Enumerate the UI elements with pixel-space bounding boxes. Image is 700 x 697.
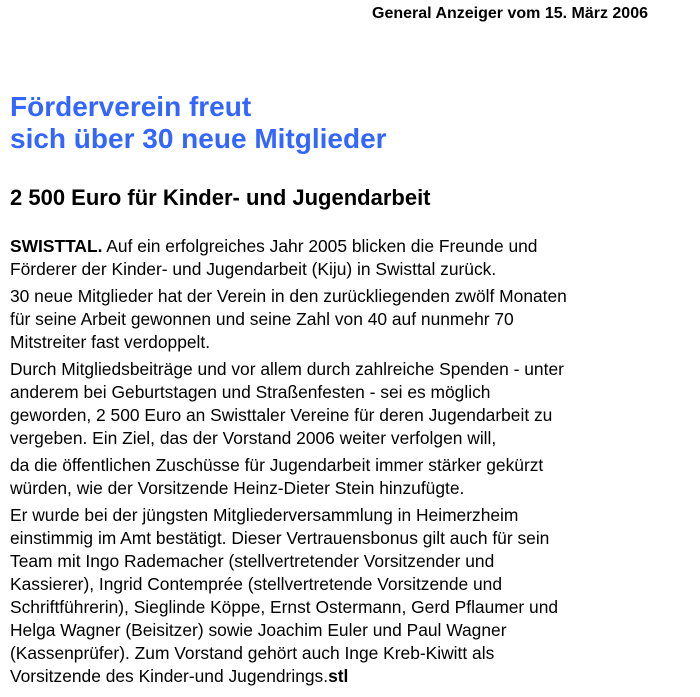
paragraph-line: da die öffentlichen Zuschüsse für Jugendarbeit immer stärker gekürzt — [10, 455, 544, 475]
paragraph-line: SWISTTAL. Auf ein erfolgreiches Jahr 2005 blicken die Freunde und — [10, 236, 538, 256]
dateline: SWISTTAL. — [10, 236, 103, 256]
paragraph-line: (Kassenprüfer). Zum Vorstand gehört auch Inge Kreb-Kiwitt als — [10, 643, 495, 663]
author-signature: stl — [328, 666, 349, 686]
paragraph-line: Mitstreiter fast verdoppelt. — [10, 332, 211, 352]
paragraph-2 — [10, 285, 690, 354]
paragraph-line: Team mit Ingo Rademacher (stellvertretender Vorsitzender und — [10, 551, 495, 571]
newspaper-source-line: General Anzeiger vom 15. März 2006 — [372, 5, 648, 22]
article-body — [10, 235, 690, 692]
paragraph-line: für seine Arbeit gewonnen und seine Zahl von 40 auf nunmehr 70 — [10, 309, 514, 329]
paragraph-line: Schriftführerin), Sieglinde Köppe, Ernst Ostermann, Gerd Pflaumer und — [10, 597, 559, 617]
paragraph-1 — [10, 235, 690, 281]
article-headline — [10, 91, 387, 155]
paragraph-line: würden, wie der Vorsitzende Heinz-Dieter Stein hinzufügte. — [10, 478, 465, 498]
paragraph-line: anderem bei Geburtstagen und Straßenfesten - sei es möglich — [10, 382, 491, 402]
paragraph-line: 30 neue Mitglieder hat der Verein in den zurückliegenden zwölf Monaten — [10, 286, 567, 306]
paragraph-5 — [10, 504, 690, 688]
paragraph-3 — [10, 358, 690, 450]
headline-line-2: sich über 30 neue Mitglieder — [10, 123, 387, 154]
article-subheadline: 2 500 Euro für Kinder- und Jugendarbeit — [10, 185, 431, 210]
paragraph-line: Vorsitzende des Kinder-und Jugendrings.stl — [10, 666, 349, 686]
paragraph-line: Durch Mitgliedsbeiträge und vor allem durch zahlreiche Spenden - unter — [10, 359, 564, 379]
paragraph-4 — [10, 454, 690, 500]
paragraph-line: Förderer der Kinder- und Jugendarbeit (Kiju) in Swisttal zurück. — [10, 259, 497, 279]
paragraph-line: einstimmig im Amt bestätigt. Dieser Vertrauensbonus gilt auch für sein — [10, 528, 550, 548]
headline-line-1: Förderverein freut — [10, 91, 252, 122]
paragraph-line: Helga Wagner (Beisitzer) sowie Joachim Euler und Paul Wagner — [10, 620, 507, 640]
paragraph-line: Kassierer), Ingrid Contemprée (stellvertretende Vorsitzende und — [10, 574, 503, 594]
paragraph-line: geworden, 2 500 Euro an Swisttaler Vereine für deren Jugendarbeit zu — [10, 405, 553, 425]
paragraph-line: vergeben. Ein Ziel, das der Vorstand 2006 weiter verfolgen will, — [10, 428, 497, 448]
paragraph-line: Er wurde bei der jüngsten Mitgliederversammlung in Heimerzheim — [10, 505, 519, 525]
